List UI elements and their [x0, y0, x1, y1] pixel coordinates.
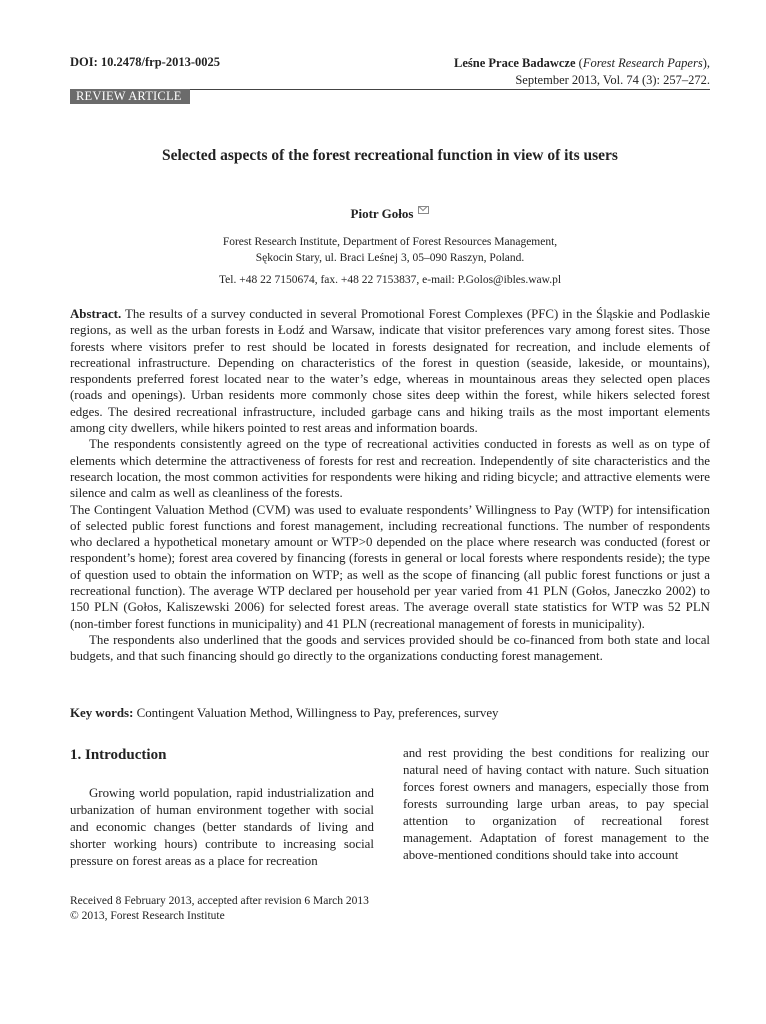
journal-paren-close: ), — [702, 56, 710, 70]
journal-english-name: Forest Research Papers — [582, 56, 703, 70]
body-paragraph: Growing world population, rapid industrialization and urbanization of human environment together with social and economic changes (better standards of living and shorter working hours) contribute to increasing social pressure on forest areas as a place for recreation — [70, 786, 374, 868]
author — [70, 206, 710, 222]
abstract — [70, 306, 710, 665]
affiliation-line-1: Forest Research Institute, Department of Forest Resources Management, — [222, 236, 558, 248]
journal-citation — [454, 55, 710, 89]
affiliation — [70, 234, 710, 266]
copyright: © 2013, Forest Research Institute — [70, 910, 225, 922]
keywords — [70, 706, 710, 721]
journal-name: Leśne Prace Badawcze — [454, 56, 576, 70]
journal-issue: September 2013, Vol. 74 (3): 257–272. — [515, 73, 710, 87]
journal-paren-open: ( — [575, 56, 583, 70]
affiliation-line-2: Sękocin Stary, ul. Braci Leśnej 3, 05–090 Raszyn, Poland. — [255, 252, 525, 264]
received-date: Received 8 February 2013, accepted after revision 6 March 2013 — [70, 895, 369, 907]
abstract-paragraph: The Contingent Valuation Method (CVM) was used to evaluate respondents’ Willingness to Pay (WTP) for intensification of selected public forest functions and forest management, including recreational functions. The number of respondents who declared a hypothetical monetary amount or WTP>0 depended on the place where research was conducted (forest or respondent’s home); forest area covered by financing (forests in general or local forests where respondents reside); the type of question used to obtain the information on WTP; as well as the scope of financing (all public forest functions or just a recreational function). The average WTP declared per household per year varied from 41 PLN (Gołos, Janeczko 2002) to 150 PLN (Gołos, Kaliszewski 2006) for selected forest areas. The average overall state statistics for WTP was 52 PLN (non-timber forest functions in municipality) and 41 PLN (recreational management of forests in municipality). — [70, 502, 710, 631]
body-paragraph: and rest providing the best conditions for realizing our natural need of having contact with nature. Such situation forces forest owners and managers, especially those from forests surrounding large urban areas, to pay special attention to organization of recreational forest management. Adaptation of forest management to the above-mentioned conditions should take into account — [403, 746, 709, 862]
author-name: Piotr Gołos — [350, 206, 414, 221]
keywords-text: Contingent Valuation Method, Willingness to Pay, preferences, survey — [133, 706, 499, 720]
left-column — [70, 745, 374, 870]
footer-note — [70, 894, 470, 924]
paper-title: Selected aspects of the forest recreational function in view of its users — [162, 147, 618, 164]
abstract-text: The results of a survey conducted in several Promotional Forest Complexes (PFC) in the Śląskie and Podlaskie regions, as well as the urban forests in Łodź and Warsaw, indicate that visitor preferences vary among forest sites. Those forests where visitors prefer to rest should be located in forests designated for recreation, and include elements of recreational infrastructure. Depending on characteristics of the forest in question (seaside, lakeside, or mountains), respondents preferred forest located near to the water’s edge, whereas in mountainous areas they selected open places (roads and openings). Urban residents more commonly chose sites deep within the forest, while hikers selected forest edges. The desired recreational infrastructure, included garbage cans and hiking trails as the most important elements among city dwellers, while hikers pointed to rest areas and information boards. — [70, 307, 710, 436]
abstract-paragraph: The respondents consistently agreed on the type of recreational activities conducted in forests as well as on type of elements which determine the attractiveness of forests for rest and recreation. Independently of site characteristics and the research location, the most common activities for respondents were hiking and riding bicycle; and attractive elements were silence and calm as well as cleanliness of the forests. — [70, 437, 710, 501]
envelope-icon[interactable] — [418, 206, 429, 214]
abstract-label: Abstract. — [70, 307, 122, 321]
abstract-paragraph — [70, 306, 710, 436]
doi: DOI: 10.2478/frp-2013-0025 — [70, 55, 220, 69]
section-heading: 1. Introduction — [70, 747, 167, 763]
right-column — [403, 745, 709, 864]
abstract-paragraph: The respondents also underlined that the goods and services provided should be co-financed from both state and local budgets, and that such financing should go directly to the organizations conducting forest management. — [70, 632, 710, 664]
article-type-badge: REVIEW ARTICLE — [70, 89, 190, 104]
contact-info: Tel. +48 22 7150674, fax. +48 22 7153837, e-mail: P.Golos@ibles.waw.pl — [218, 274, 562, 286]
keywords-label: Key words: — [70, 706, 134, 720]
